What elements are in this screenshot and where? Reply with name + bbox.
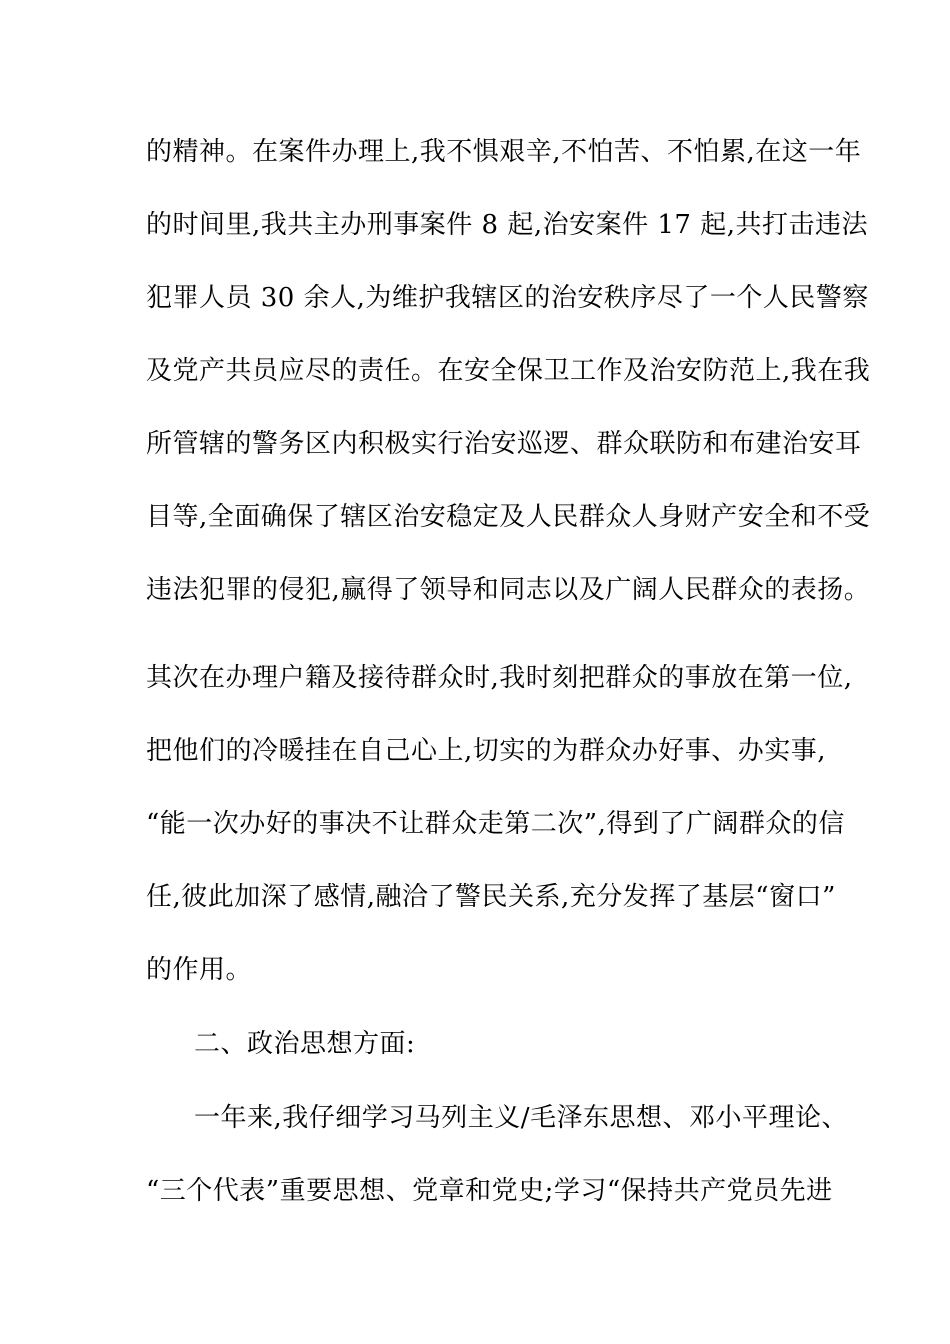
paragraph-line: 的精神。在案件办理上,我不惧艰辛,不怕苦、不怕累,在这一年 <box>146 137 862 167</box>
paragraph-line: 所管辖的警务区内积极实行治安巡逻、群众联防和布建治安耳 <box>146 429 862 459</box>
paragraph-line: 及党产共员应尽的责任。在安全保卫工作及治安防范上,我在我 <box>146 356 871 386</box>
paragraph-line: 其次在办理户籍及接待群众时,我时刻把群众的事放在第一位, <box>146 663 853 693</box>
paragraph-line: 把他们的冷暖挂在自己心上,切实的为群众办好事、办实事, <box>146 736 827 766</box>
paragraph-line: “三个代表”重要思想、党章和党史;学习“保持共产党员先进 <box>146 1176 833 1206</box>
paragraph-line: 违法犯罪的侵犯,赢得了领导和同志以及广阔人民群众的表扬。 <box>146 575 871 605</box>
section-heading: 二、政治思想方面: <box>194 1029 416 1059</box>
paragraph-line: 的作用。 <box>146 955 253 985</box>
paragraph-line: 任,彼此加深了感情,融洽了警民关系,充分发挥了基层“窗口” <box>146 882 836 912</box>
paragraph-line: 的时间里,我共主办刑事案件 8 起,治安案件 17 起,共打击违法 <box>146 210 868 240</box>
paragraph-line: “能一次办好的事决不让群众走第二次”,得到了广阔群众的信 <box>146 809 845 839</box>
paragraph-line: 犯罪人员 30 余人,为维护我辖区的治安秩序尽了一个人民警察 <box>146 283 869 313</box>
paragraph-line: 一年来,我仔细学习马列主义/毛泽东思想、邓小平理论、 <box>194 1103 849 1133</box>
paragraph-line: 目等,全面确保了辖区治安稳定及人民群众人身财产安全和不受 <box>146 502 871 532</box>
